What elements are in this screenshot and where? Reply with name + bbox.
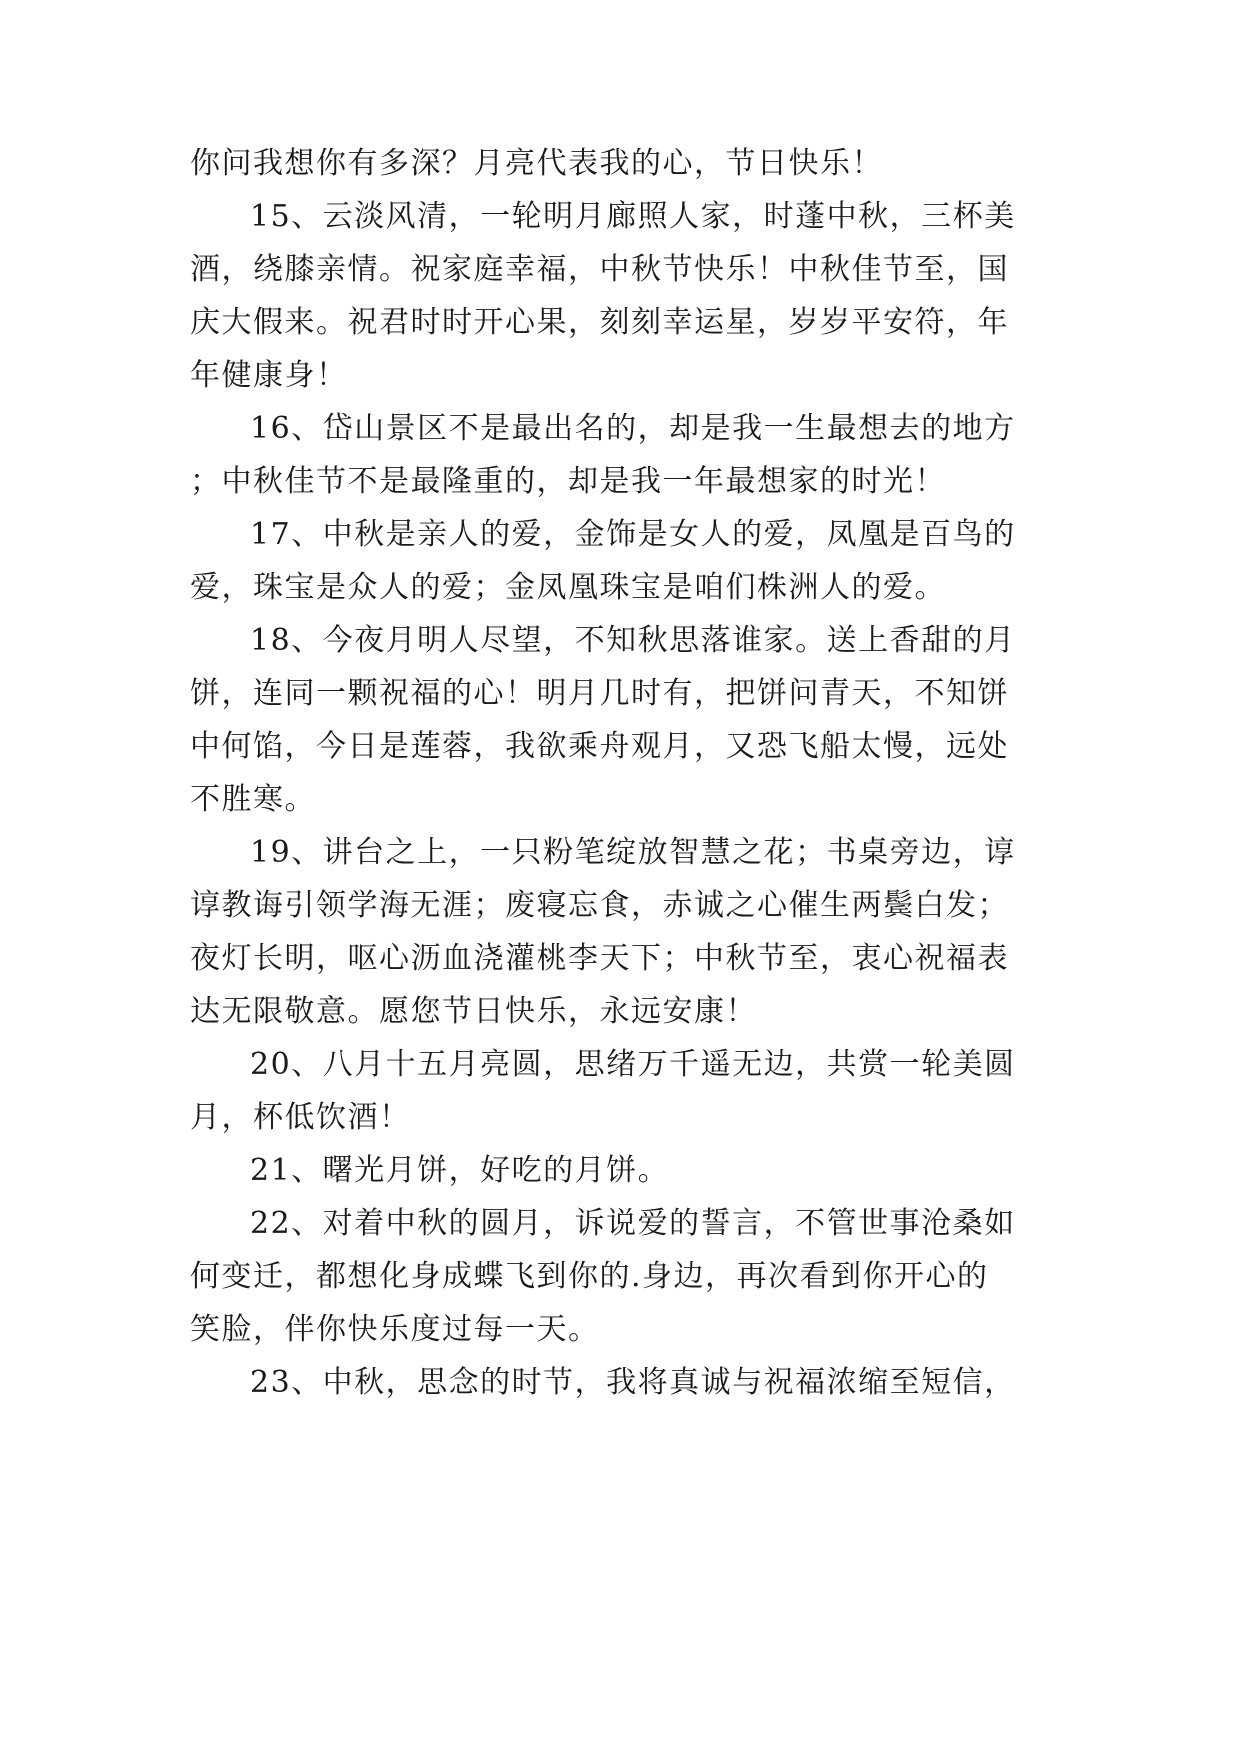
text-line: 23、中秋，思念的时节，我将真诚与祝福浓缩至短信， — [250, 1365, 1016, 1400]
text-line: 20、八月十五月亮圆，思绪万千遥无边，共赏一轮美圆 — [250, 1047, 1016, 1082]
text-line: 你问我想你有多深？月亮代表我的心，节日快乐！ — [190, 146, 883, 181]
text-line: 庆大假来。祝君时时开心果，刻刻幸运星，岁岁平安符，年 — [190, 305, 1009, 340]
text-line: 饼，连同一颗祝福的心！明月几时有，把饼问青天，不知饼 — [190, 676, 1009, 711]
text-line: 17、中秋是亲人的爱，金饰是女人的爱，凤凰是百鸟的 — [250, 517, 1016, 552]
text-line: 不胜寒。 — [190, 782, 316, 817]
text-line: 15、云淡风清，一轮明月廊照人家，时蓬中秋，三杯美 — [250, 199, 1016, 234]
text-line: 酒，绕膝亲情。祝家庭幸福，中秋节快乐！中秋佳节至，国 — [190, 252, 1009, 287]
text-line: 21、曙光月饼，好吃的月饼。 — [250, 1153, 670, 1188]
text-line: 月，杯低饮酒！ — [190, 1100, 411, 1135]
text-line: 夜灯长明，呕心沥血浇灌桃李天下；中秋节至，衷心祝福表 — [190, 941, 1009, 976]
text-line: 达无限敬意。愿您节日快乐，永远安康！ — [190, 994, 757, 1029]
text-line: 笑脸，伴你快乐度过每一天。 — [190, 1312, 600, 1347]
text-line: 18、今夜月明人尽望，不知秋思落谁家。送上香甜的月 — [250, 623, 1016, 658]
text-line: 19、讲台之上，一只粉笔绽放智慧之花；书桌旁边，谆 — [250, 835, 1016, 870]
text-line: 年健康身！ — [190, 358, 348, 393]
text-line: 中何馅，今日是莲蓉，我欲乘舟观月，又恐飞船太慢，远处 — [190, 729, 1009, 764]
text-line: 22、对着中秋的圆月，诉说爱的誓言，不管世事沧桑如 — [250, 1206, 1016, 1241]
text-line: 谆教诲引领学海无涯；废寝忘食，赤诚之心催生两鬓白发； — [190, 888, 1009, 923]
text-line: 何变迁，都想化身成蝶飞到你的.身边，再次看到你开心的 — [190, 1259, 989, 1294]
text-line: ；中秋佳节不是最隆重的，却是我一年最想家的时光！ — [190, 464, 946, 499]
text-line: 爱，珠宝是众人的爱；金凤凰珠宝是咱们株洲人的爱。 — [190, 570, 946, 605]
text-line: 16、岱山景区不是最出名的，却是我一生最想去的地方 — [250, 411, 1016, 446]
